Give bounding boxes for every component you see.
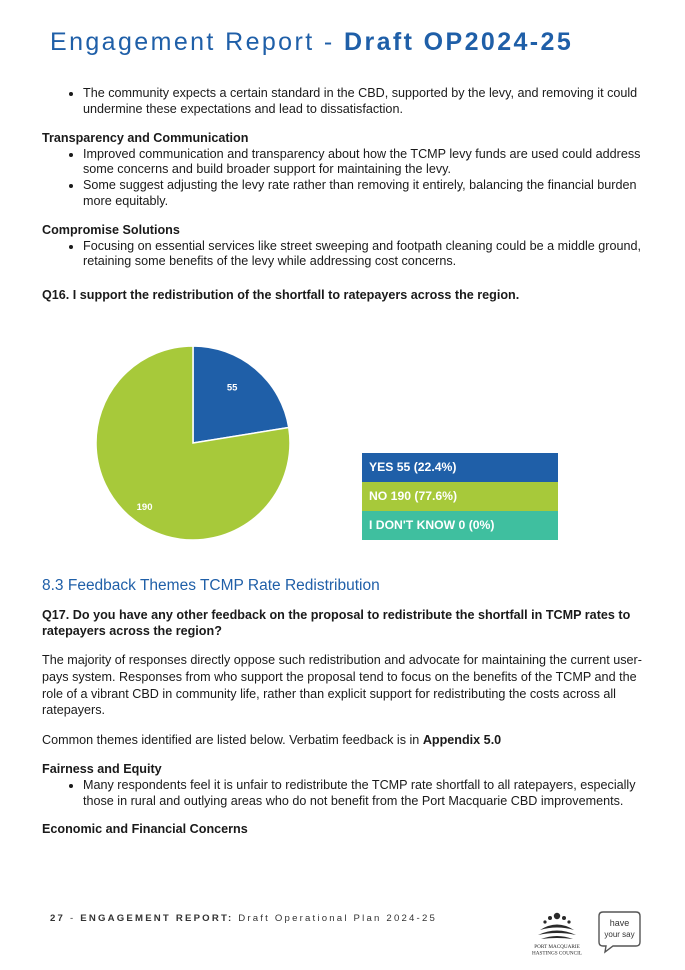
have-your-say-logo [597, 910, 642, 954]
title-prefix: Engagement Report - [50, 28, 344, 56]
council-logo [528, 906, 586, 958]
transparency-heading: Transparency and Communication [42, 131, 249, 146]
footer-sep: - [65, 913, 81, 924]
list-item: • Improved communication and transparency about how the TCMP levy funds are used could address some concerns and build broader support for maintaining the levy. [83, 147, 647, 178]
footer-report-label: ENGAGEMENT REPORT: [80, 913, 234, 924]
pie-label-yes: 55 [226, 382, 238, 394]
footer-report-title: Draft Operational Plan 2024-25 [233, 913, 438, 924]
council-name-line2: HASTINGS COUNCIL [531, 950, 583, 957]
hys-line1: have [609, 918, 630, 928]
list-item: • Focusing on essential services like street sweeping and footpath cleaning could be a middle ground, retaining some benefits of the levy while addressing cost concerns. [83, 239, 647, 270]
q17-heading: Q17. Do you have any other feedback on the proposal to redistribute the shortfall in TCMP rates to ratepayers across the region? [42, 607, 631, 638]
paragraph-appendix [42, 733, 647, 749]
footer [50, 913, 437, 924]
list-item: • The community expects a certain standard in the CBD, supported by the levy, and removing it could undermine these expectations and lead to dissatisfaction. [83, 86, 647, 117]
compromise-heading: Compromise Solutions [42, 223, 180, 238]
pie-slice-yes [193, 346, 289, 443]
hys-line2: your say [604, 930, 635, 939]
paragraph: The majority of responses directly oppose such redistribution and advocate for maintaining the current user-pays system. Responses from who support the proposal tend to focus on the benefits of the TCMP and the role of a vibrant CBD in community life, rather than explicit support for redistributing the costs across all ratepayers. [42, 653, 642, 718]
economic-heading: Economic and Financial Concerns [42, 822, 248, 837]
pie-label-no: 190 [136, 501, 153, 513]
list-item: • Many respondents feel it is unfair to redistribute the TCMP rate shortfall to all ratepayers, especially those in rural and outlying areas who do not benefit from the Port Macquarie CBD improvements. [83, 778, 647, 809]
q16-heading: Q16. I support the redistribution of the shortfall to ratepayers across the region. [42, 287, 520, 302]
para2-text: Common themes identified are listed below. Verbatim feedback is in [42, 732, 423, 747]
legend-no: NO 190 (77.6%) [362, 482, 558, 511]
title-bold: Draft OP2024-25 [343, 28, 574, 56]
legend-yes: YES 55 (22.4%) [362, 453, 558, 482]
fairness-bullets [42, 778, 647, 809]
fairness-heading: Fairness and Equity [42, 762, 162, 777]
list-item: • Some suggest adjusting the levy rate rather than removing it entirely, balancing the financial burden more equitably. [83, 178, 647, 209]
chart-legend [362, 453, 558, 540]
appendix-ref: Appendix 5.0 [422, 732, 502, 747]
content-bottom [42, 578, 647, 838]
page-number: 27 [50, 913, 66, 924]
section-title: 8.3 Feedback Themes TCMP Rate Redistribution [42, 577, 380, 594]
council-name-line1: PORT MACQUARIE [534, 944, 580, 950]
legend-dont-know: I DON'T KNOW 0 (0%) [362, 511, 558, 540]
